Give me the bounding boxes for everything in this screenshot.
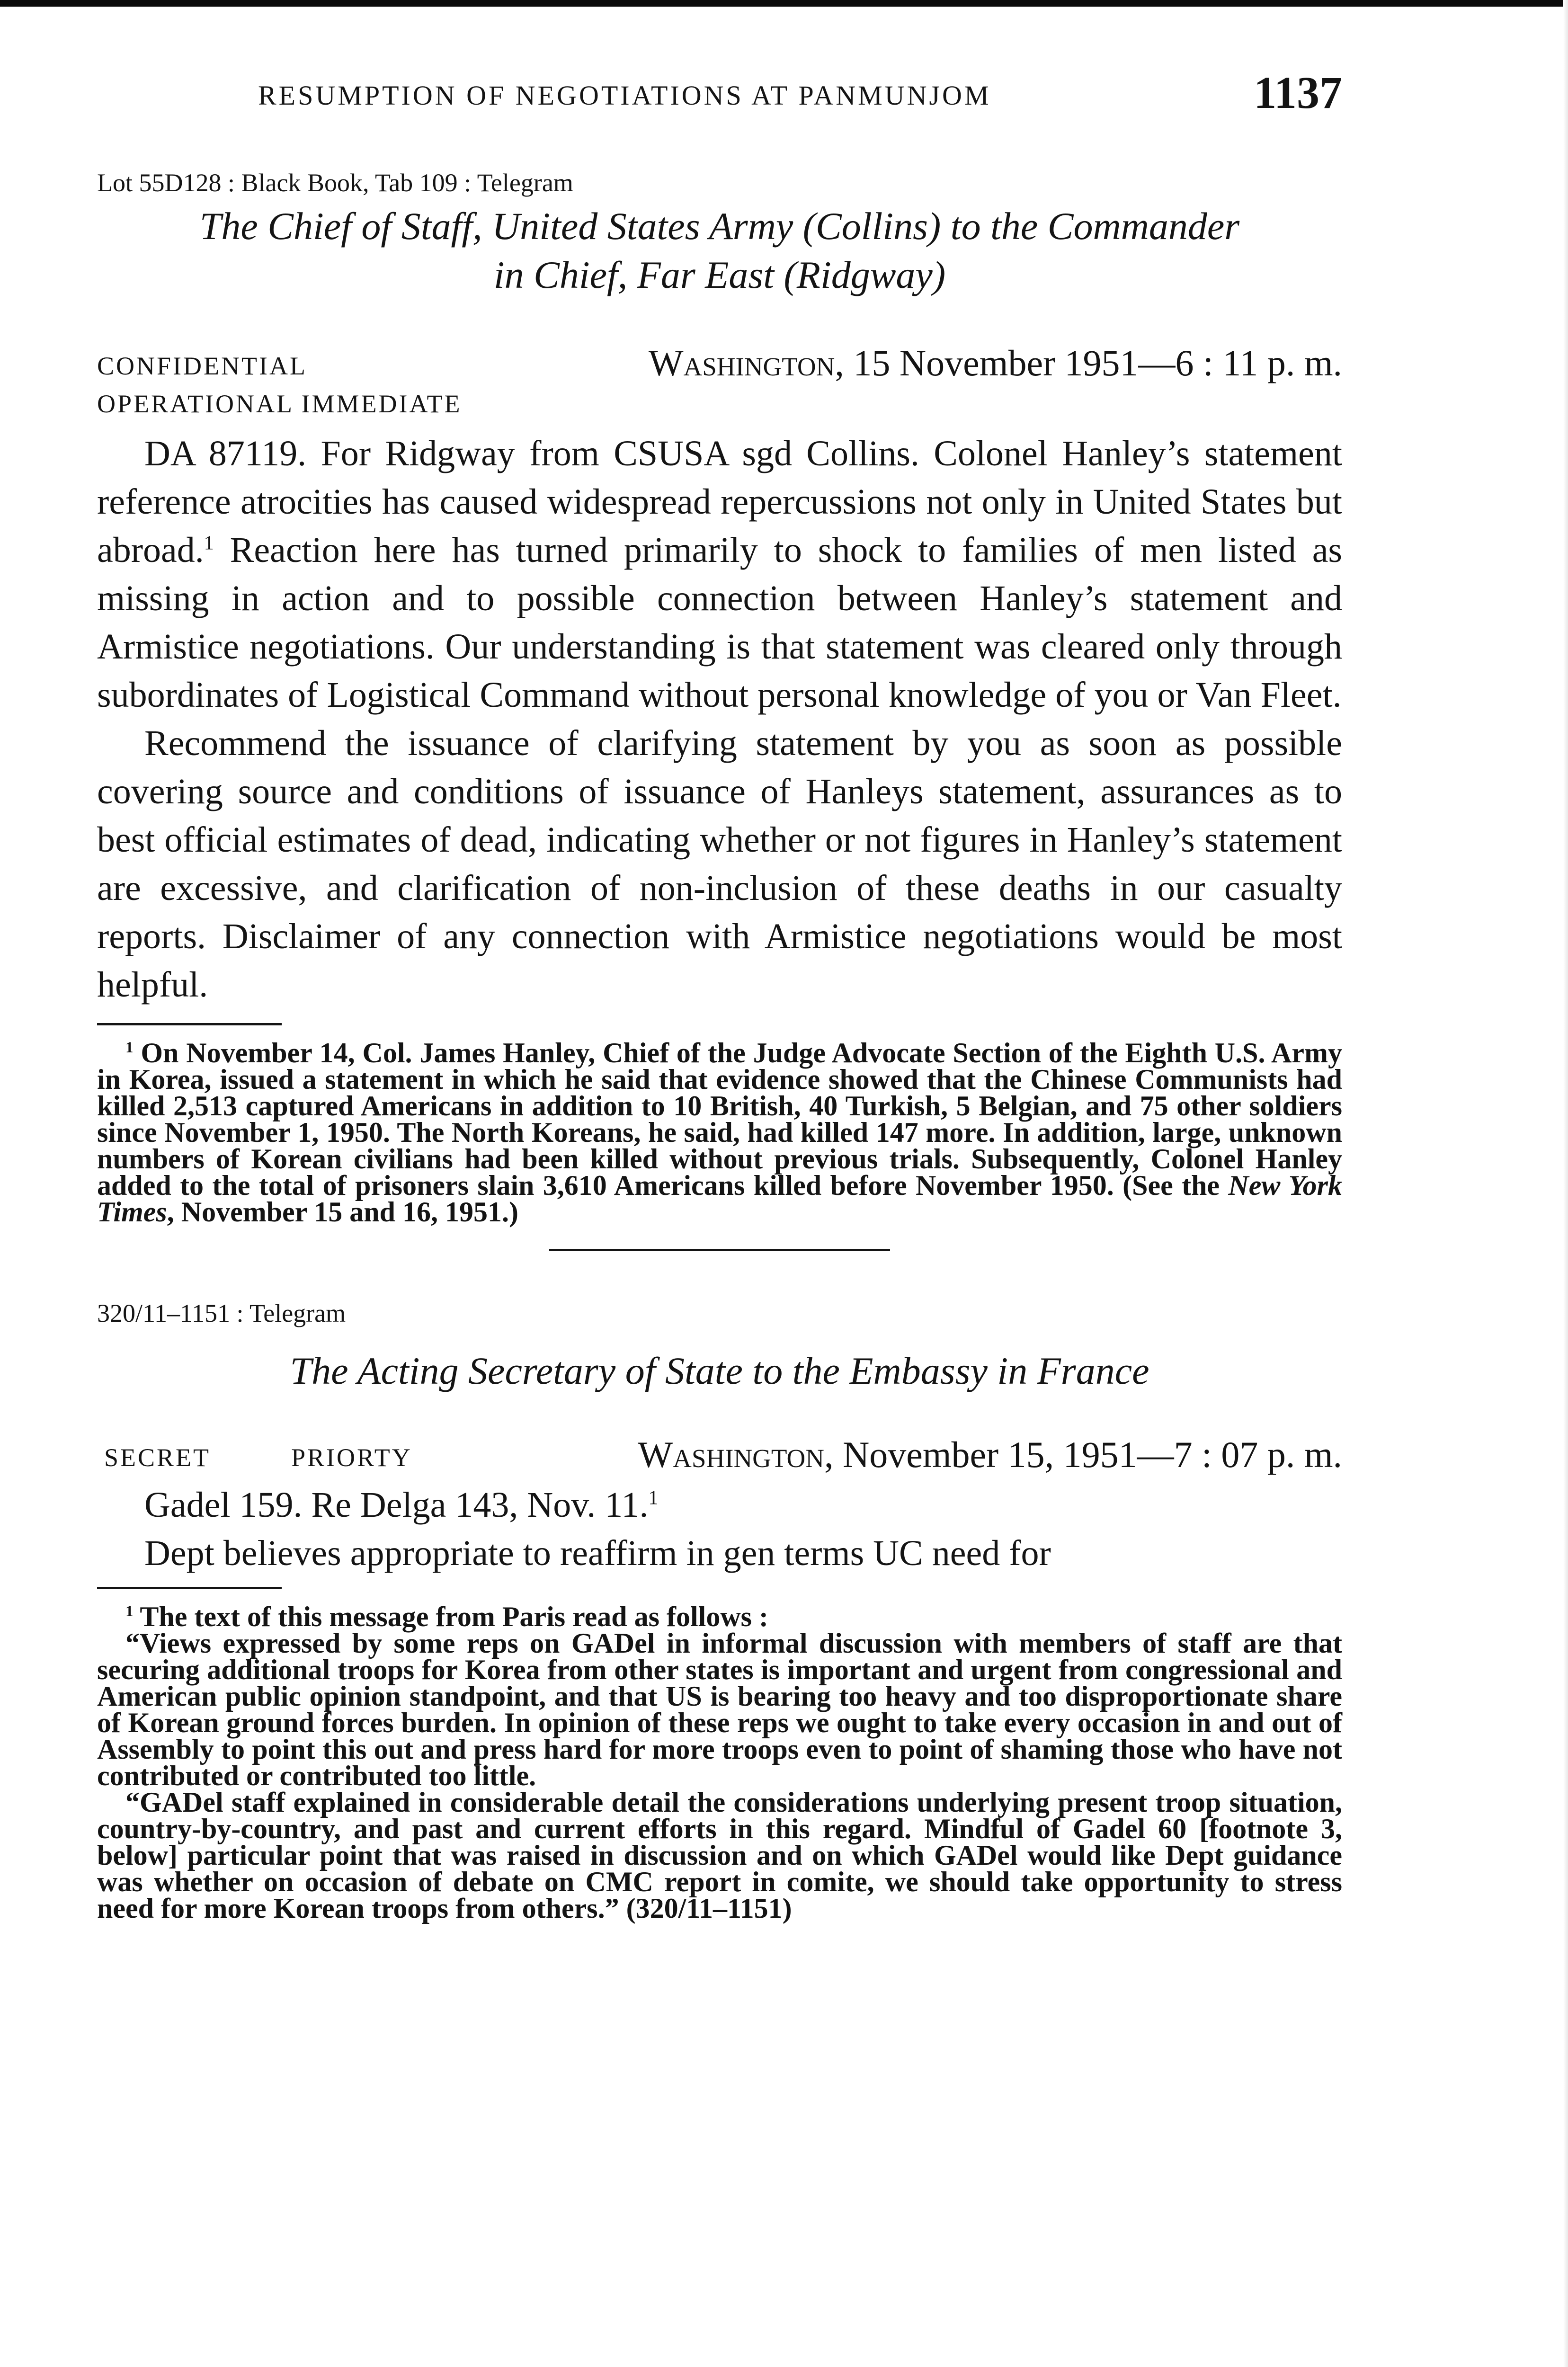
doc1-footnote-text-b: , November 15 and 16, 1951.) xyxy=(167,1196,518,1228)
footnote-number: 1 xyxy=(125,1039,134,1056)
doc2-precedence: PRIORTY xyxy=(291,1443,412,1472)
scan-top-border xyxy=(0,0,1568,7)
doc1-classification: CONFIDENTIAL xyxy=(97,352,307,380)
doc1-paragraph-1 xyxy=(97,429,1342,719)
document-page xyxy=(97,66,1342,1922)
doc1-paragraph-1-part-b: Reaction here has turned primarily to shock to families of men listed as missing in action and to possible connection between Hanley’s statement and Armistice negotiations. Our understanding is that statement was cleared only through subordinates of Logistical Command without personal knowledge of you or Van Fleet. xyxy=(97,530,1342,715)
doc2-date: , November 15, 1951—7 : 07 p. m. xyxy=(824,1433,1342,1475)
doc2-dateline xyxy=(97,1424,1342,1476)
doc1-date: , 15 November 1951—6 : 11 p. m. xyxy=(835,342,1342,383)
doc1-footnote xyxy=(97,1037,1342,1228)
doc2-line-1-text: Gadel 159. Re Delga 143, Nov. 11. xyxy=(144,1485,649,1525)
doc2-footnote-ref: 1 xyxy=(648,1487,659,1509)
scan-right-edge xyxy=(1563,0,1568,2367)
doc1-title-line2: in Chief, Far East (Ridgway) xyxy=(493,253,946,296)
doc1-dateline xyxy=(97,332,1342,418)
doc1-footnote-citation: New York Times xyxy=(97,1170,1342,1228)
doc2-line-1 xyxy=(97,1481,1342,1529)
doc1-title xyxy=(97,202,1342,299)
doc1-paragraph-2: Recommend the issuance of clarifying statement by you as soon as possible covering source and conditions of issuance of Hanleys statement, assurances as to best official estimates of dead, indicating whether or not figures in Hanley’s statement are excessive, and clarification of non-inclusion of these deaths in our casualty reports. Disclaimer of any connection with Armistice negotiations would be most helpful. xyxy=(97,723,1342,1005)
doc1-paragraph-1-part-a: DA 87119. For Ridgway from CSUSA sgd Collins. Colonel Hanley’s statement reference atrocities has caused widespread repercussions not only in United States but abroad. xyxy=(97,434,1342,570)
page-number: 1137 xyxy=(1254,67,1342,118)
doc2-place: Washington xyxy=(638,1433,824,1475)
doc1-footnote-text-a: On November 14, Col. James Hanley, Chief of the Judge Advocate Section of the Eighth U.S. Army in Korea, issued a statement in which he said that evidence showed that the Chinese Communists had killed 2,513 captured Americans in addition to 10 British, 40 Turkish, 5 Belgian, and 75 other soldiers since November 1, 1950. The North Koreans, he said, had killed 147 more. In addition, large, unknown numbers of Korean civilians had been killed without previous trials. Subsequently, Colonel Hanley added to the total of prisoners slain 3,610 Americans killed before November 1950. (See the xyxy=(97,1037,1342,1201)
running-title: RESUMPTION OF NEGOTIATIONS AT PANMUNJOM xyxy=(258,80,991,111)
doc1-precedence: OPERATIONAL IMMEDIATE xyxy=(97,390,462,418)
doc2-footnote-intro-text: The text of this message from Paris read as follows : xyxy=(133,1601,769,1632)
doc2-footnote-intro xyxy=(97,1603,1342,1630)
doc2-title: The Acting Secretary of State to the Embassy in France xyxy=(290,1349,1149,1392)
footnote-rule xyxy=(97,1023,282,1025)
doc2-footnote-quote-2: “GADel staff explained in considerable detail the considerations underlying present troop situation, country-by-country, and past and current efforts in this regard. Mindful of Gadel 60 [footnote 3, below] particular point that was raised in discussion and on which GADel would like Dept guidance was whether on occasion of debate on CMC report in comite, we should take opportunity to stress need for more Korean troops from others.” (320/11–1151) xyxy=(97,1786,1342,1924)
doc2-footnote-quote-1: “Views expressed by some reps on GADel in informal discussion with members of staff are that securing additional troops for Korea from other states is important and urgent from congressional and American public opinion standpoint, and that US is bearing too heavy and too disproportionate share of Korean ground forces burden. In opinion of these reps we ought to take every occasion in and out of Assembly to point this out and press hard for more troops even to point of shaming those who have not contributed or contributed too little. xyxy=(97,1627,1342,1791)
doc2-footnote-rule xyxy=(97,1587,282,1589)
section-divider xyxy=(549,1249,890,1251)
doc1-place: Washington xyxy=(648,342,835,383)
doc2-date-place xyxy=(638,1433,1342,1476)
footnote-ref: 1 xyxy=(204,532,214,554)
doc2-line-2: Dept believes appropriate to reaffirm in gen terms UC need for xyxy=(144,1533,1051,1573)
doc2-source-line: 320/11–1151 : Telegram xyxy=(97,1299,346,1327)
running-head xyxy=(97,66,1342,118)
doc2-classification: SECRET xyxy=(104,1443,211,1472)
doc1-source-line: Lot 55D128 : Black Book, Tab 109 : Telegram xyxy=(97,169,573,197)
doc1-date-place xyxy=(649,342,1342,384)
doc1-title-line1: The Chief of Staff, United States Army (Collins) to the Commander xyxy=(199,205,1240,248)
doc2-footnote-number: 1 xyxy=(125,1602,134,1620)
